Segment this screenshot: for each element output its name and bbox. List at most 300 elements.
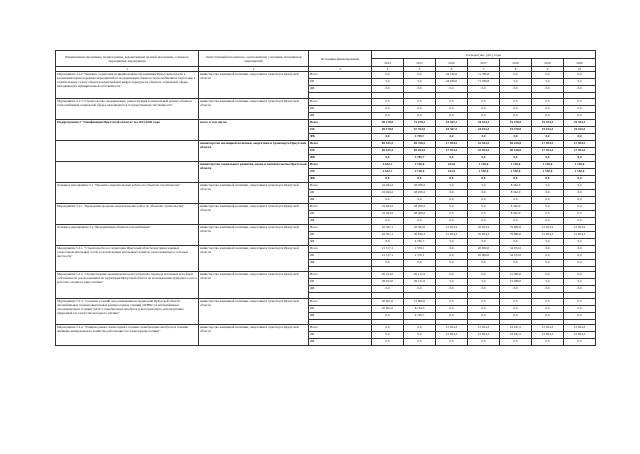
- budget-table: [55, 50, 596, 346]
- funding-source-cell: ОБ: [309, 279, 372, 286]
- expense-value-cell: 28 208,2: [404, 203, 436, 210]
- expense-value-cell: 0,0: [436, 98, 468, 105]
- expense-value-cell: 0,0: [564, 238, 596, 245]
- measure-name-cell: Мероприятие 5.2.4. "Развитие рынка газомоторного топлива: приобретение автобусов и техники жилищно-коммунального хозяйства работающих на газомоторном топливе": [56, 325, 199, 346]
- expense-value-cell: 42 954,3: [468, 140, 500, 147]
- expense-value-cell: 0,0: [532, 279, 564, 286]
- header-year: 2014: [372, 59, 404, 67]
- expense-value-cell: 0,0: [436, 245, 468, 252]
- measure-name-cell: Мероприятие 4.1.3 "Строительство, модернизация, реконструкция и капитальный ремонт объектов теплоснабжения социальной сферы, находящихся в государственной собственности": [56, 98, 199, 119]
- expense-value-cell: 90 178,0: [372, 119, 404, 126]
- expense-value-cell: 0,0: [500, 217, 532, 224]
- expense-value-cell: 67 764,5: [404, 126, 436, 133]
- expense-value-cell: 71 786,8: [468, 72, 500, 79]
- column-number: 5: [404, 67, 436, 72]
- table-row: [56, 245, 596, 252]
- expense-value-cell: 34 674,5: [500, 245, 532, 252]
- expense-value-cell: 15 954,3: [436, 325, 468, 332]
- expense-value-cell: 8 154,3: [404, 305, 436, 312]
- expense-value-cell: 0,0: [468, 272, 500, 279]
- expense-value-cell: 0,0: [404, 79, 436, 86]
- expense-value-cell: 0,0: [564, 182, 596, 189]
- expense-value-cell: 0,0: [436, 196, 468, 203]
- header-year: 2016: [436, 59, 468, 67]
- expense-value-cell: 79 886,0: [500, 231, 532, 238]
- expense-value-cell: 1 150,0: [532, 168, 564, 175]
- expense-value-cell: 91 378,0: [500, 119, 532, 126]
- expense-value-cell: 0,0: [564, 203, 596, 210]
- expense-value-cell: 0,0: [564, 154, 596, 161]
- expense-value-cell: 15 954,3: [532, 332, 564, 339]
- expense-value-cell: 0,0: [532, 252, 564, 259]
- funding-source-cell: ОБ: [309, 79, 372, 86]
- measure-name-cell: [56, 140, 199, 161]
- executor-cell: министерство жилищной политики, энергетики и транспорта Иркутской области: [199, 272, 309, 299]
- header-source: Источники финансирования: [309, 51, 372, 67]
- expense-value-cell: 0,0: [468, 298, 500, 305]
- expense-value-cell: 62 591,1: [372, 231, 404, 238]
- header-year: 2018: [500, 59, 532, 67]
- expense-value-cell: 0,0: [564, 196, 596, 203]
- measure-name-cell: Мероприятие 5.2.3. "Создание условий для размещения на территории Иркутской области автомобильных газонаполнительных компрессорных станций (АГНКС) и автомобильных газозаправочных станций (АГЗС): приобретение автобусов и автотранспорта, использующих природный газ в качестве моторного топлива": [56, 298, 199, 325]
- expense-value-cell: 12 860,0: [404, 298, 436, 305]
- header-year: 2017: [468, 59, 500, 67]
- column-number: 1: [56, 67, 199, 72]
- funding-source-cell: ОБ: [309, 147, 372, 154]
- funding-source-cell: Всего: [309, 161, 372, 168]
- header-executor: Ответственный исполнитель, соисполнители, участники, исполнители мероприятий: [199, 51, 309, 67]
- expense-value-cell: 0,0: [564, 79, 596, 86]
- expense-value-cell: 0,0: [468, 189, 500, 196]
- expense-value-cell: 8 342,0: [500, 189, 532, 196]
- funding-source-cell: Всего: [309, 72, 372, 79]
- expense-value-cell: 20 413,0: [372, 272, 404, 279]
- expense-value-cell: 8 342,0: [500, 182, 532, 189]
- expense-value-cell: 0,0: [372, 133, 404, 140]
- expense-value-cell: 0,0: [468, 238, 500, 245]
- expense-value-cell: 21 280,0: [500, 279, 532, 286]
- funding-source-cell: ФБ: [309, 286, 372, 293]
- expense-value-cell: 0,0: [468, 196, 500, 203]
- expense-value-cell: 15 954,3: [436, 231, 468, 238]
- funding-source-cell: Всего: [309, 224, 372, 231]
- expense-value-cell: 35 562,0: [404, 224, 436, 231]
- expense-value-cell: 2 570,1: [404, 252, 436, 259]
- expense-value-cell: 0,0: [500, 98, 532, 105]
- expense-value-cell: 0,0: [436, 298, 468, 305]
- header-expenses: Расходы (тыс. руб.), годы: [372, 51, 596, 59]
- expense-value-cell: 0,0: [468, 112, 500, 119]
- expense-value-cell: 0,0: [532, 298, 564, 305]
- expense-value-cell: 28 208,2: [404, 189, 436, 196]
- expense-value-cell: 0,0: [532, 98, 564, 105]
- expense-value-cell: 1 150,0: [564, 161, 596, 168]
- expense-value-cell: 0,0: [372, 79, 404, 86]
- funding-source-cell: Всего: [309, 325, 372, 332]
- expense-value-cell: 0,0: [564, 272, 596, 279]
- expense-value-cell: 15 954,3: [436, 224, 468, 231]
- expense-value-cell: 4 765,7: [404, 238, 436, 245]
- expense-value-cell: 0,0: [532, 189, 564, 196]
- expense-value-cell: 0,0: [564, 72, 596, 79]
- expense-value-cell: 71 786,8: [468, 79, 500, 86]
- expense-value-cell: 0,0: [468, 154, 500, 161]
- expense-value-cell: 15 954,3: [532, 231, 564, 238]
- funding-source-cell: ОБ: [309, 210, 372, 217]
- expense-value-cell: 0,0: [468, 133, 500, 140]
- expense-value-cell: 0,0: [468, 105, 500, 112]
- expense-value-cell: 0,0: [564, 252, 596, 259]
- expense-value-cell: 1 150,0: [564, 168, 596, 175]
- funding-source-cell: ОБ: [309, 332, 372, 339]
- expense-value-cell: 0,0: [436, 203, 468, 210]
- expense-value-cell: 0,0: [468, 217, 500, 224]
- executor-cell: министерство жилищной политики, энергетики и транспорта Иркутской области: [199, 72, 309, 99]
- expense-value-cell: 72 478,2: [404, 119, 436, 126]
- header-program: Наименование программы, подпрограммы, ведомственной целевой программы, основного мероприятия, мероприятия: [56, 51, 199, 67]
- measure-name-cell: Мероприятие 5.2.1. "Строительство на территории Иркутской области внутрипоселковых газораспределительных сетей, за исключением населенных пунктов, расположенных в сельской местности": [56, 245, 199, 272]
- expense-value-cell: 0,0: [532, 105, 564, 112]
- expense-value-cell: 0,0: [564, 210, 596, 217]
- expense-value-cell: 0,0: [404, 217, 436, 224]
- expense-value-cell: 0,0: [532, 272, 564, 279]
- budget-table-page: [55, 50, 595, 346]
- expense-value-cell: 0,0: [468, 279, 500, 286]
- expense-value-cell: 0,0: [436, 105, 468, 112]
- header-year: 2020: [564, 59, 596, 67]
- table-row: [56, 98, 596, 105]
- expense-value-cell: 0,0: [564, 339, 596, 346]
- expense-value-cell: 0,0: [404, 259, 436, 266]
- expense-value-cell: 0,0: [564, 259, 596, 266]
- expense-value-cell: 0,0: [436, 217, 468, 224]
- executor-cell: министерство жилищной политики, энергетики и транспорта Иркутской области: [199, 98, 309, 119]
- expense-value-cell: 0,0: [468, 98, 500, 105]
- expense-value-cell: 0,0: [436, 272, 468, 279]
- expense-value-cell: 0,0: [564, 133, 596, 140]
- expense-value-cell: 0,0: [564, 217, 596, 224]
- expense-value-cell: 8 342,0: [500, 203, 532, 210]
- header-year: 2019: [532, 59, 564, 67]
- expense-value-cell: 90 178,0: [372, 126, 404, 133]
- expense-value-cell: 0,0: [372, 105, 404, 112]
- expense-value-cell: 28 208,2: [404, 210, 436, 217]
- funding-source-cell: ФБ: [309, 196, 372, 203]
- expense-value-cell: 0,0: [372, 112, 404, 119]
- table-row: [56, 119, 596, 126]
- expense-value-cell: 17 954,3: [532, 147, 564, 154]
- expense-value-cell: 22 944,2: [372, 203, 404, 210]
- funding-source-cell: ФБ: [309, 133, 372, 140]
- expense-value-cell: 18 367,2: [436, 119, 468, 126]
- expense-value-cell: 15 954,3: [564, 332, 596, 339]
- expense-value-cell: 0,0: [500, 105, 532, 112]
- expense-value-cell: 15 954,3: [436, 332, 468, 339]
- expense-value-cell: 413,0: [436, 161, 468, 168]
- expense-value-cell: 0,0: [532, 196, 564, 203]
- measure-name-cell: Основное мероприятие 5.1 "Проектно-изыскательские работы по объектам строительства": [56, 182, 199, 203]
- executor-cell: министерство жилищной политики, энергетики и транспорта Иркутской области: [199, 203, 309, 224]
- expense-value-cell: 20 000,0: [468, 252, 500, 259]
- column-number: 10: [564, 67, 596, 72]
- expense-value-cell: 0,0: [532, 79, 564, 86]
- expense-value-cell: 21 517,1: [372, 245, 404, 252]
- expense-value-cell: 4 705,7: [404, 312, 436, 319]
- expense-value-cell: 17 954,2: [436, 147, 468, 154]
- funding-source-cell: Всего: [309, 140, 372, 147]
- executor-cell: министерство жилищной политики, энергетики и транспорта Иркутской области: [199, 325, 309, 346]
- expense-value-cell: 0,0: [436, 279, 468, 286]
- expense-value-cell: 35 954,3: [468, 224, 500, 231]
- expense-value-cell: 35 954,3: [468, 231, 500, 238]
- expense-value-cell: 17 954,3: [564, 140, 596, 147]
- expense-value-cell: 0,0: [500, 86, 532, 93]
- expense-value-cell: 0,0: [372, 312, 404, 319]
- expense-value-cell: 0,0: [404, 332, 436, 339]
- expense-value-cell: 17 954,3: [532, 140, 564, 147]
- expense-value-cell: 0,0: [564, 98, 596, 105]
- expense-value-cell: 42 954,3: [468, 147, 500, 154]
- expense-value-cell: 4 765,7: [404, 133, 436, 140]
- funding-source-cell: Всего: [309, 98, 372, 105]
- expense-value-cell: 413,0: [436, 168, 468, 175]
- expense-value-cell: 0,0: [532, 312, 564, 319]
- expense-value-cell: 0,0: [564, 312, 596, 319]
- expense-value-cell: 15 954,3: [564, 325, 596, 332]
- expense-value-cell: 0,0: [500, 259, 532, 266]
- expense-value-cell: 22 944,2: [372, 182, 404, 189]
- expense-value-cell: 0,0: [372, 259, 404, 266]
- expense-value-cell: 21 280,0: [500, 272, 532, 279]
- funding-source-cell: Всего: [309, 298, 372, 305]
- expense-value-cell: 17 954,2: [436, 140, 468, 147]
- expense-value-cell: 0,0: [468, 286, 500, 293]
- expense-value-cell: 0,0: [436, 252, 468, 259]
- expense-value-cell: 0,0: [372, 154, 404, 161]
- expense-value-cell: 4 765,7: [404, 154, 436, 161]
- expense-value-cell: 0,0: [564, 286, 596, 293]
- expense-value-cell: 0,0: [564, 305, 596, 312]
- expense-value-cell: 0,0: [404, 175, 436, 182]
- expense-value-cell: 0,0: [436, 238, 468, 245]
- expense-value-cell: 0,0: [532, 259, 564, 266]
- expense-value-cell: 0,0: [404, 286, 436, 293]
- expense-value-cell: 0,0: [404, 112, 436, 119]
- funding-source-cell: ОБ: [309, 189, 372, 196]
- expense-value-cell: 0,0: [372, 325, 404, 332]
- expense-value-cell: 2 720,0: [404, 168, 436, 175]
- table-row: [56, 203, 596, 210]
- funding-source-cell: ФБ: [309, 217, 372, 224]
- table-row: [56, 272, 596, 279]
- expense-value-cell: 0,0: [500, 286, 532, 293]
- expense-value-cell: 44 180,6: [436, 79, 468, 86]
- expense-value-cell: 0,0: [436, 189, 468, 196]
- funding-source-cell: ФБ: [309, 86, 372, 93]
- expense-value-cell: 28 208,2: [404, 182, 436, 189]
- expense-value-cell: 0,0: [372, 86, 404, 93]
- funding-source-cell: ФБ: [309, 238, 372, 245]
- funding-source-cell: ФБ: [309, 154, 372, 161]
- funding-source-cell: ОБ: [309, 305, 372, 312]
- expense-value-cell: 17 954,3: [564, 147, 596, 154]
- expense-value-cell: 34 674,5: [500, 252, 532, 259]
- executor-cell: министерство жилищной политики, энергетики и транспорта Иркутской области: [199, 224, 309, 245]
- expense-value-cell: 0,0: [564, 245, 596, 252]
- funding-source-cell: ФБ: [309, 339, 372, 346]
- expense-value-cell: 0,0: [564, 189, 596, 196]
- expense-value-cell: 0,0: [564, 105, 596, 112]
- expense-value-cell: 62 591,1: [372, 224, 404, 231]
- expense-value-cell: 18 367,2: [436, 126, 468, 133]
- measure-name-cell: Подпрограмма 5 "Газификация Иркутской области" на 2014-2020 годы: [56, 119, 199, 140]
- expense-value-cell: 0,0: [468, 305, 500, 312]
- expense-value-cell: 0,0: [404, 86, 436, 93]
- expense-value-cell: 0,0: [404, 72, 436, 79]
- expense-value-cell: 0,0: [436, 86, 468, 93]
- expense-value-cell: 0,0: [436, 175, 468, 182]
- expense-value-cell: 0,0: [436, 112, 468, 119]
- expense-value-cell: 0,0: [500, 238, 532, 245]
- expense-value-cell: 15 954,3: [468, 332, 500, 339]
- expense-value-cell: 0,0: [564, 86, 596, 93]
- column-number: 6: [436, 67, 468, 72]
- expense-value-cell: 19 104,3: [564, 126, 596, 133]
- expense-value-cell: 0,0: [436, 154, 468, 161]
- table-row: [56, 224, 596, 231]
- funding-source-cell: ФБ: [309, 259, 372, 266]
- expense-value-cell: 0,0: [500, 305, 532, 312]
- expense-value-cell: 0,0: [500, 175, 532, 182]
- expense-value-cell: 1 150,0: [468, 161, 500, 168]
- expense-value-cell: 20 000,0: [468, 245, 500, 252]
- expense-value-cell: 0,0: [532, 305, 564, 312]
- expense-value-cell: 91 378,0: [500, 126, 532, 133]
- executor-cell: министерство жилищной политики, энергетики и транспорта Иркутской области: [199, 182, 309, 203]
- expense-value-cell: 0,0: [532, 175, 564, 182]
- expense-value-cell: 0,0: [372, 217, 404, 224]
- expense-value-cell: 23 931,5: [500, 332, 532, 339]
- measure-name-cell: Мероприятие 5.1.1 "Проведение проектно-изыскательских работ по объектам строительства": [56, 203, 199, 224]
- expense-value-cell: 0,0: [468, 175, 500, 182]
- expense-value-cell: 1 150,0: [500, 168, 532, 175]
- expense-value-cell: 0,0: [500, 298, 532, 305]
- expense-value-cell: 0,0: [532, 133, 564, 140]
- executor-cell: министерство жилищной политики, энергетики и транспорта Иркутской области: [199, 140, 309, 161]
- expense-value-cell: 20 661,0: [372, 298, 404, 305]
- funding-source-cell: Всего: [309, 203, 372, 210]
- expense-value-cell: 0,0: [564, 298, 596, 305]
- expense-value-cell: 30 836,3: [404, 231, 436, 238]
- expense-value-cell: 85 535,3: [372, 147, 404, 154]
- expense-value-cell: 0,0: [532, 286, 564, 293]
- expense-value-cell: 44 180,6: [436, 72, 468, 79]
- expense-value-cell: 0,0: [404, 105, 436, 112]
- table-row: [56, 161, 596, 168]
- expense-value-cell: 0,0: [532, 154, 564, 161]
- expense-value-cell: 0,0: [500, 196, 532, 203]
- funding-source-cell: ОБ: [309, 126, 372, 133]
- expense-value-cell: 0,0: [564, 112, 596, 119]
- funding-source-cell: Всего: [309, 272, 372, 279]
- funding-source-cell: ФБ: [309, 175, 372, 182]
- expense-value-cell: 0,0: [436, 305, 468, 312]
- expense-value-cell: 0,0: [404, 339, 436, 346]
- expense-value-cell: 65 044,5: [404, 147, 436, 154]
- expense-value-cell: 44 104,3: [468, 126, 500, 133]
- executor-cell: всего, в том числе:: [199, 119, 309, 140]
- expense-value-cell: 21 517,1: [372, 252, 404, 259]
- expense-value-cell: 22 944,2: [372, 210, 404, 217]
- expense-value-cell: 0,0: [500, 79, 532, 86]
- expense-value-cell: 0,0: [404, 325, 436, 332]
- budget-table-body: [56, 72, 596, 346]
- expense-value-cell: 4 642,7: [372, 161, 404, 168]
- expense-value-cell: 2 570,1: [404, 245, 436, 252]
- expense-value-cell: 15 954,3: [564, 231, 596, 238]
- expense-value-cell: 0,0: [372, 286, 404, 293]
- measure-name-cell: Мероприятие 5.2.2. "Осуществление экономически целесообразного перевода котельных всех форм собственности, расположенных на территории Иркутской области на использование природного газа в качестве основного вида топлива": [56, 272, 199, 299]
- funding-source-cell: Всего: [309, 182, 372, 189]
- column-number: 8: [500, 67, 532, 72]
- measure-name-cell: [56, 161, 199, 182]
- expense-value-cell: 0,0: [500, 312, 532, 319]
- funding-source-cell: Всего: [309, 119, 372, 126]
- expense-value-cell: 15 954,3: [564, 224, 596, 231]
- expense-value-cell: 90 228,0: [500, 140, 532, 147]
- expense-value-cell: 0,0: [372, 98, 404, 105]
- expense-value-cell: 0,0: [532, 182, 564, 189]
- funding-source-cell: ФБ: [309, 112, 372, 119]
- expense-value-cell: 0,0: [532, 72, 564, 79]
- table-row: [56, 182, 596, 189]
- column-number: 7: [468, 67, 500, 72]
- expense-value-cell: 0,0: [468, 182, 500, 189]
- expense-value-cell: 0,0: [532, 210, 564, 217]
- expense-value-cell: 0,0: [372, 339, 404, 346]
- expense-value-cell: 20 413,0: [372, 279, 404, 286]
- expense-value-cell: 0,0: [372, 332, 404, 339]
- expense-value-cell: 1 150,0: [500, 161, 532, 168]
- expense-value-cell: 8 342,0: [500, 210, 532, 217]
- expense-value-cell: 0,0: [500, 339, 532, 346]
- funding-source-cell: ОБ: [309, 231, 372, 238]
- expense-value-cell: 0,0: [372, 238, 404, 245]
- expense-value-cell: 0,0: [500, 72, 532, 79]
- expense-value-cell: 15 954,3: [468, 325, 500, 332]
- column-number: 3: [309, 67, 372, 72]
- expense-value-cell: 0,0: [468, 312, 500, 319]
- executor-cell: министерство жилищной политики, энергетики и транспорта Иркутской области: [199, 298, 309, 325]
- table-row: [56, 140, 596, 147]
- expense-value-cell: 0,0: [468, 210, 500, 217]
- expense-value-cell: 0,0: [372, 196, 404, 203]
- table-row: [56, 325, 596, 332]
- expense-value-cell: 79 886,0: [500, 224, 532, 231]
- measure-name-cell: Мероприятие 4.1.2 "Оказание содействия муниципальным образованиям Иркутской области в реализации первоочередных мероприятий по модернизации объектов теплоснабжения и подготовке к отопительному сезону объектов коммунальной инфраструктуры на объектах социальной сферы, находящихся в муниципальной собственности": [56, 72, 199, 99]
- expense-value-cell: 0,0: [500, 154, 532, 161]
- expense-value-cell: 19 104,3: [564, 119, 596, 126]
- expense-value-cell: 44 104,3: [468, 119, 500, 126]
- expense-value-cell: 0,0: [372, 175, 404, 182]
- expense-value-cell: 0,0: [436, 133, 468, 140]
- table-row: [56, 298, 596, 305]
- expense-value-cell: 85 535,3: [372, 140, 404, 147]
- expense-value-cell: 0,0: [532, 86, 564, 93]
- expense-value-cell: 0,0: [532, 217, 564, 224]
- expense-value-cell: 0,0: [436, 312, 468, 319]
- expense-value-cell: 23 931,5: [500, 325, 532, 332]
